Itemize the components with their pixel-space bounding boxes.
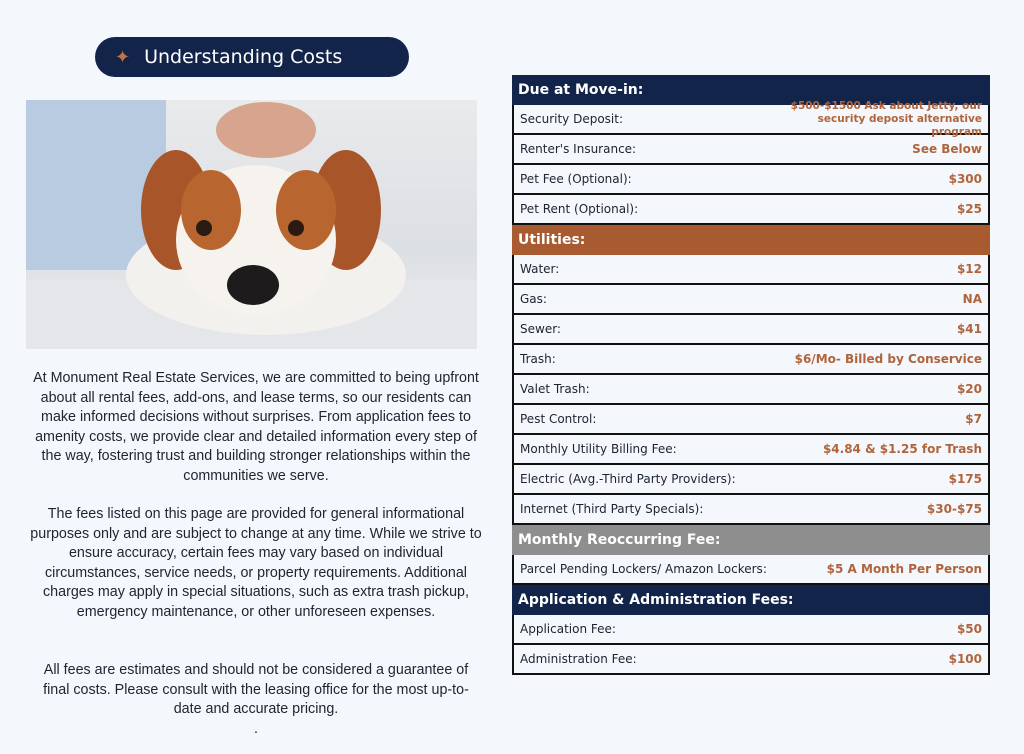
fee-value: $41 [956,322,982,336]
trailing-dot: . [254,721,258,737]
fee-value: See Below [912,142,982,156]
fees-table [512,75,990,675]
fee-label: Electric (Avg.-Third Party Providers): [520,472,736,486]
fee-row [512,345,990,375]
fee-row [512,495,990,525]
fee-label: Application Fee: [520,622,616,636]
fee-value: $7 [965,412,982,426]
fee-value: $175 [948,472,982,486]
fee-value: $50 [956,622,982,636]
sparkle-icon: ✦ [115,46,131,68]
fee-label: Sewer: [520,322,561,336]
fee-row [512,435,990,465]
fee-row [512,465,990,495]
section-header: Due at Move-in: [512,75,990,105]
fee-label: Water: [520,262,560,276]
fee-row [512,645,990,675]
disclaimer-paragraph: The fees listed on this page are provided for general informational purposes only and are subject to change at any time. While we strive to ensure accuracy, certain fees may vary based on individual circumstances, service needs, or property requirements. Additional charges may apply in special situations, such as extra trash pickup, emergency maintenance, or other unforeseen expenses. [30,506,482,620]
fee-row [512,405,990,435]
fee-label: Gas: [520,292,547,306]
fee-value: $20 [956,382,982,396]
fee-value: $4.84 & $1.25 for Trash [822,442,982,456]
fee-label: Pet Rent (Optional): [520,202,639,216]
fee-row [512,99,990,138]
intro-paragraph: At Monument Real Estate Services, we are committed to being upfront about all rental fees, add-ons, and lease terms, so our residents can make informed decisions without surprises. From application fees to amenity costs, we provide clear and detailed information every step of the way, fostering trust and building stronger relationships within the communities we serve. [33,370,479,484]
fee-row [512,285,990,315]
fee-value: $5 A Month Per Person [826,562,982,576]
section-header: Application & Administration Fees: [512,585,990,615]
fee-label: Internet (Third Party Specials): [520,502,704,516]
fee-label: Pet Fee (Optional): [520,172,632,186]
section-header: Utilities: [512,225,990,255]
fee-value: $300 [948,172,982,186]
fee-label: Administration Fee: [520,652,637,666]
dog-photo [26,100,477,349]
fee-value: $6/Mo- Billed by Conservice [794,352,982,366]
fee-row [512,555,990,585]
fee-value: $100 [948,652,982,666]
fee-value: NA [962,292,982,306]
fee-label: Renter's Insurance: [520,142,637,156]
fee-row [512,615,990,645]
fee-row [512,195,990,225]
fee-value: $25 [956,202,982,216]
section-title-pill [95,37,409,77]
fee-value: $12 [956,262,982,276]
fee-value: $500-$1500 Ask about Jetty, our security deposit alternative program [790,99,982,138]
fee-label: Trash: [520,352,556,366]
page-title: Understanding Costs [144,46,343,68]
fee-row [512,315,990,345]
section-header: Monthly Reoccurring Fee: [512,525,990,555]
fee-value: $30-$75 [926,502,982,516]
fee-label: Security Deposit: [520,112,624,126]
fee-label: Valet Trash: [520,382,590,396]
fee-label: Parcel Pending Lockers/ Amazon Lockers: [520,562,767,576]
fee-row [512,375,990,405]
fee-row [512,255,990,285]
fee-row [512,135,990,165]
fee-label: Pest Control: [520,412,597,426]
fee-row [512,165,990,195]
fee-label: Monthly Utility Billing Fee: [520,442,677,456]
estimate-paragraph: All fees are estimates and should not be considered a guarantee of final costs. Please consult with the leasing office for the most up-to-date and accurate pricing. [43,662,469,717]
